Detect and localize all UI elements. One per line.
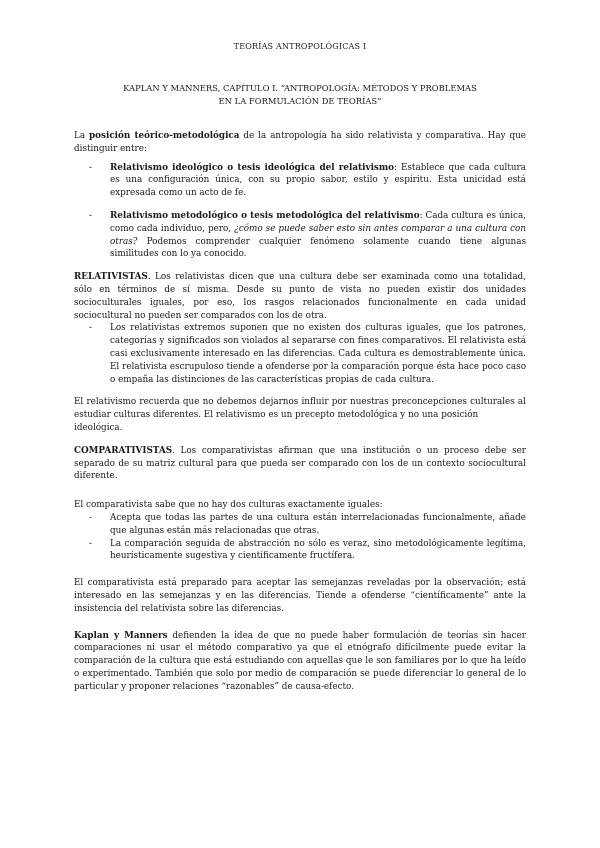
chapter-title-line-1: KAPLAN Y MANNERS, CAPÍTULO I. “ANTROPOLOGÍA: MÉTODOS Y PROBLEMAS: [123, 83, 477, 93]
comparativist-knows-paragraph: El comparativista sabe que no hay dos culturas exactamente iguales:: [74, 500, 383, 511]
comparativists-list: [74, 512, 526, 563]
document-page: [74, 0, 526, 693]
list-item: - Relativismo metodológico o tesis metodológica del relativismo: Cada cultura es única, como cada individuo, pero, ¿cómo se puede saber esto sin antes comparar a una cultura con otras? Podemos comprender cualquier fenómeno solamente cuando tiene algunas similitudes con lo ya conocido.: [74, 210, 526, 261]
conclusion-paragraph: Kaplan y Manners defienden la idea de que no puede haber formulación de teorías sin hacer comparaciones ni usar el método comparativo ya que el etnógrafo difícilmente puede evitar la comparación de la cultura que está estudiando con aquellas que le son familiares por lo que ha leído o experimentado. También que solo por medio de comparación se puede diferenciar lo general de lo particular y proponer relaciones “razonables” de causa-efecto.: [74, 630, 526, 692]
relativism-closing-paragraph: El relativismo recuerda que no debemos dejarnos influir por nuestras preconcepciones culturales al estudiar culturas diferentes. El relativismo es un precepto metodológica y no una posición ideológica.: [74, 397, 526, 433]
list-item: - Relativismo ideológico o tesis ideológica del relativismo: Establece que cada cultura es una configuración única, con su propio sabor, estilo y espíritu. Esta unicidad está expresada como un acto de fe.: [74, 162, 526, 200]
relativism-types-list: [74, 162, 526, 262]
comparativists-paragraph: COMPARATIVISTAS. Los comparativistas afirman que una institución o un proceso debe ser separado de su matriz cultural para que pueda ser comparado con los de un contexto sociocultural diferente.: [74, 445, 526, 482]
relativists-list: [74, 322, 526, 386]
list-item: - La comparación seguida de abstracción no sólo es veraz, sino metodológicamente legítima, heurísticamente sugestiva y científicamente fructífera.: [74, 538, 526, 564]
comparativist-prepared-paragraph: El comparativista está preparado para aceptar las semejanzas reveladas por la observación; está interesado en las semejanzas y en las diferencias. Tiende a ofenderse “científicamente” ante la insistencia del relativista sobre las diferencias.: [74, 578, 526, 614]
running-header: TEORÍAS ANTROPOLÓGICAS I: [233, 42, 367, 51]
intro-bold-term: posición teórico-metodológica: [89, 131, 240, 141]
intro-paragraph: La posición teórico-metodológica de la antropología ha sido relativista y comparativa. Hay que distinguir entre:: [74, 131, 526, 154]
relativists-paragraph: RELATIVISTAS. Los relativistas dicen que una cultura debe ser examinada como una totalidad, sólo en términos de sí misma. Desde su punto de vista no pueden existir dos unidades socioculturales iguales, por eso, los rasgos relacionados funcionalmente en cada unidad sociocultural no pueden ser comparados con los de otra.: [74, 272, 526, 321]
authors-name: Kaplan y Manners: [74, 630, 168, 641]
comparativists-heading: COMPARATIVISTAS: [74, 445, 173, 456]
chapter-title-line-2: EN LA FORMULACIÓN DE TEORÍAS”: [218, 96, 382, 106]
list-item: - Acepta que todas las partes de una cultura están interrelacionadas funcionalmente, añade que algunas están más relacionadas que otras.: [74, 512, 526, 538]
relativists-heading: RELATIVISTAS: [74, 272, 148, 283]
list-item: - Los relativistas extremos suponen que no existen dos culturas iguales, que los patrones, categorías y significados son violados al separarse con fines comparativos. El relativista está casi exclusivamente interesado en las diferencias. Cada cultura es demostrablemente única. El relativista escrupuloso tiende a ofenderse por la comparación porque ésta hace poco caso o empaña las distinciones de las características propias de cada cultura.: [74, 322, 526, 386]
chapter-title: [74, 82, 526, 108]
